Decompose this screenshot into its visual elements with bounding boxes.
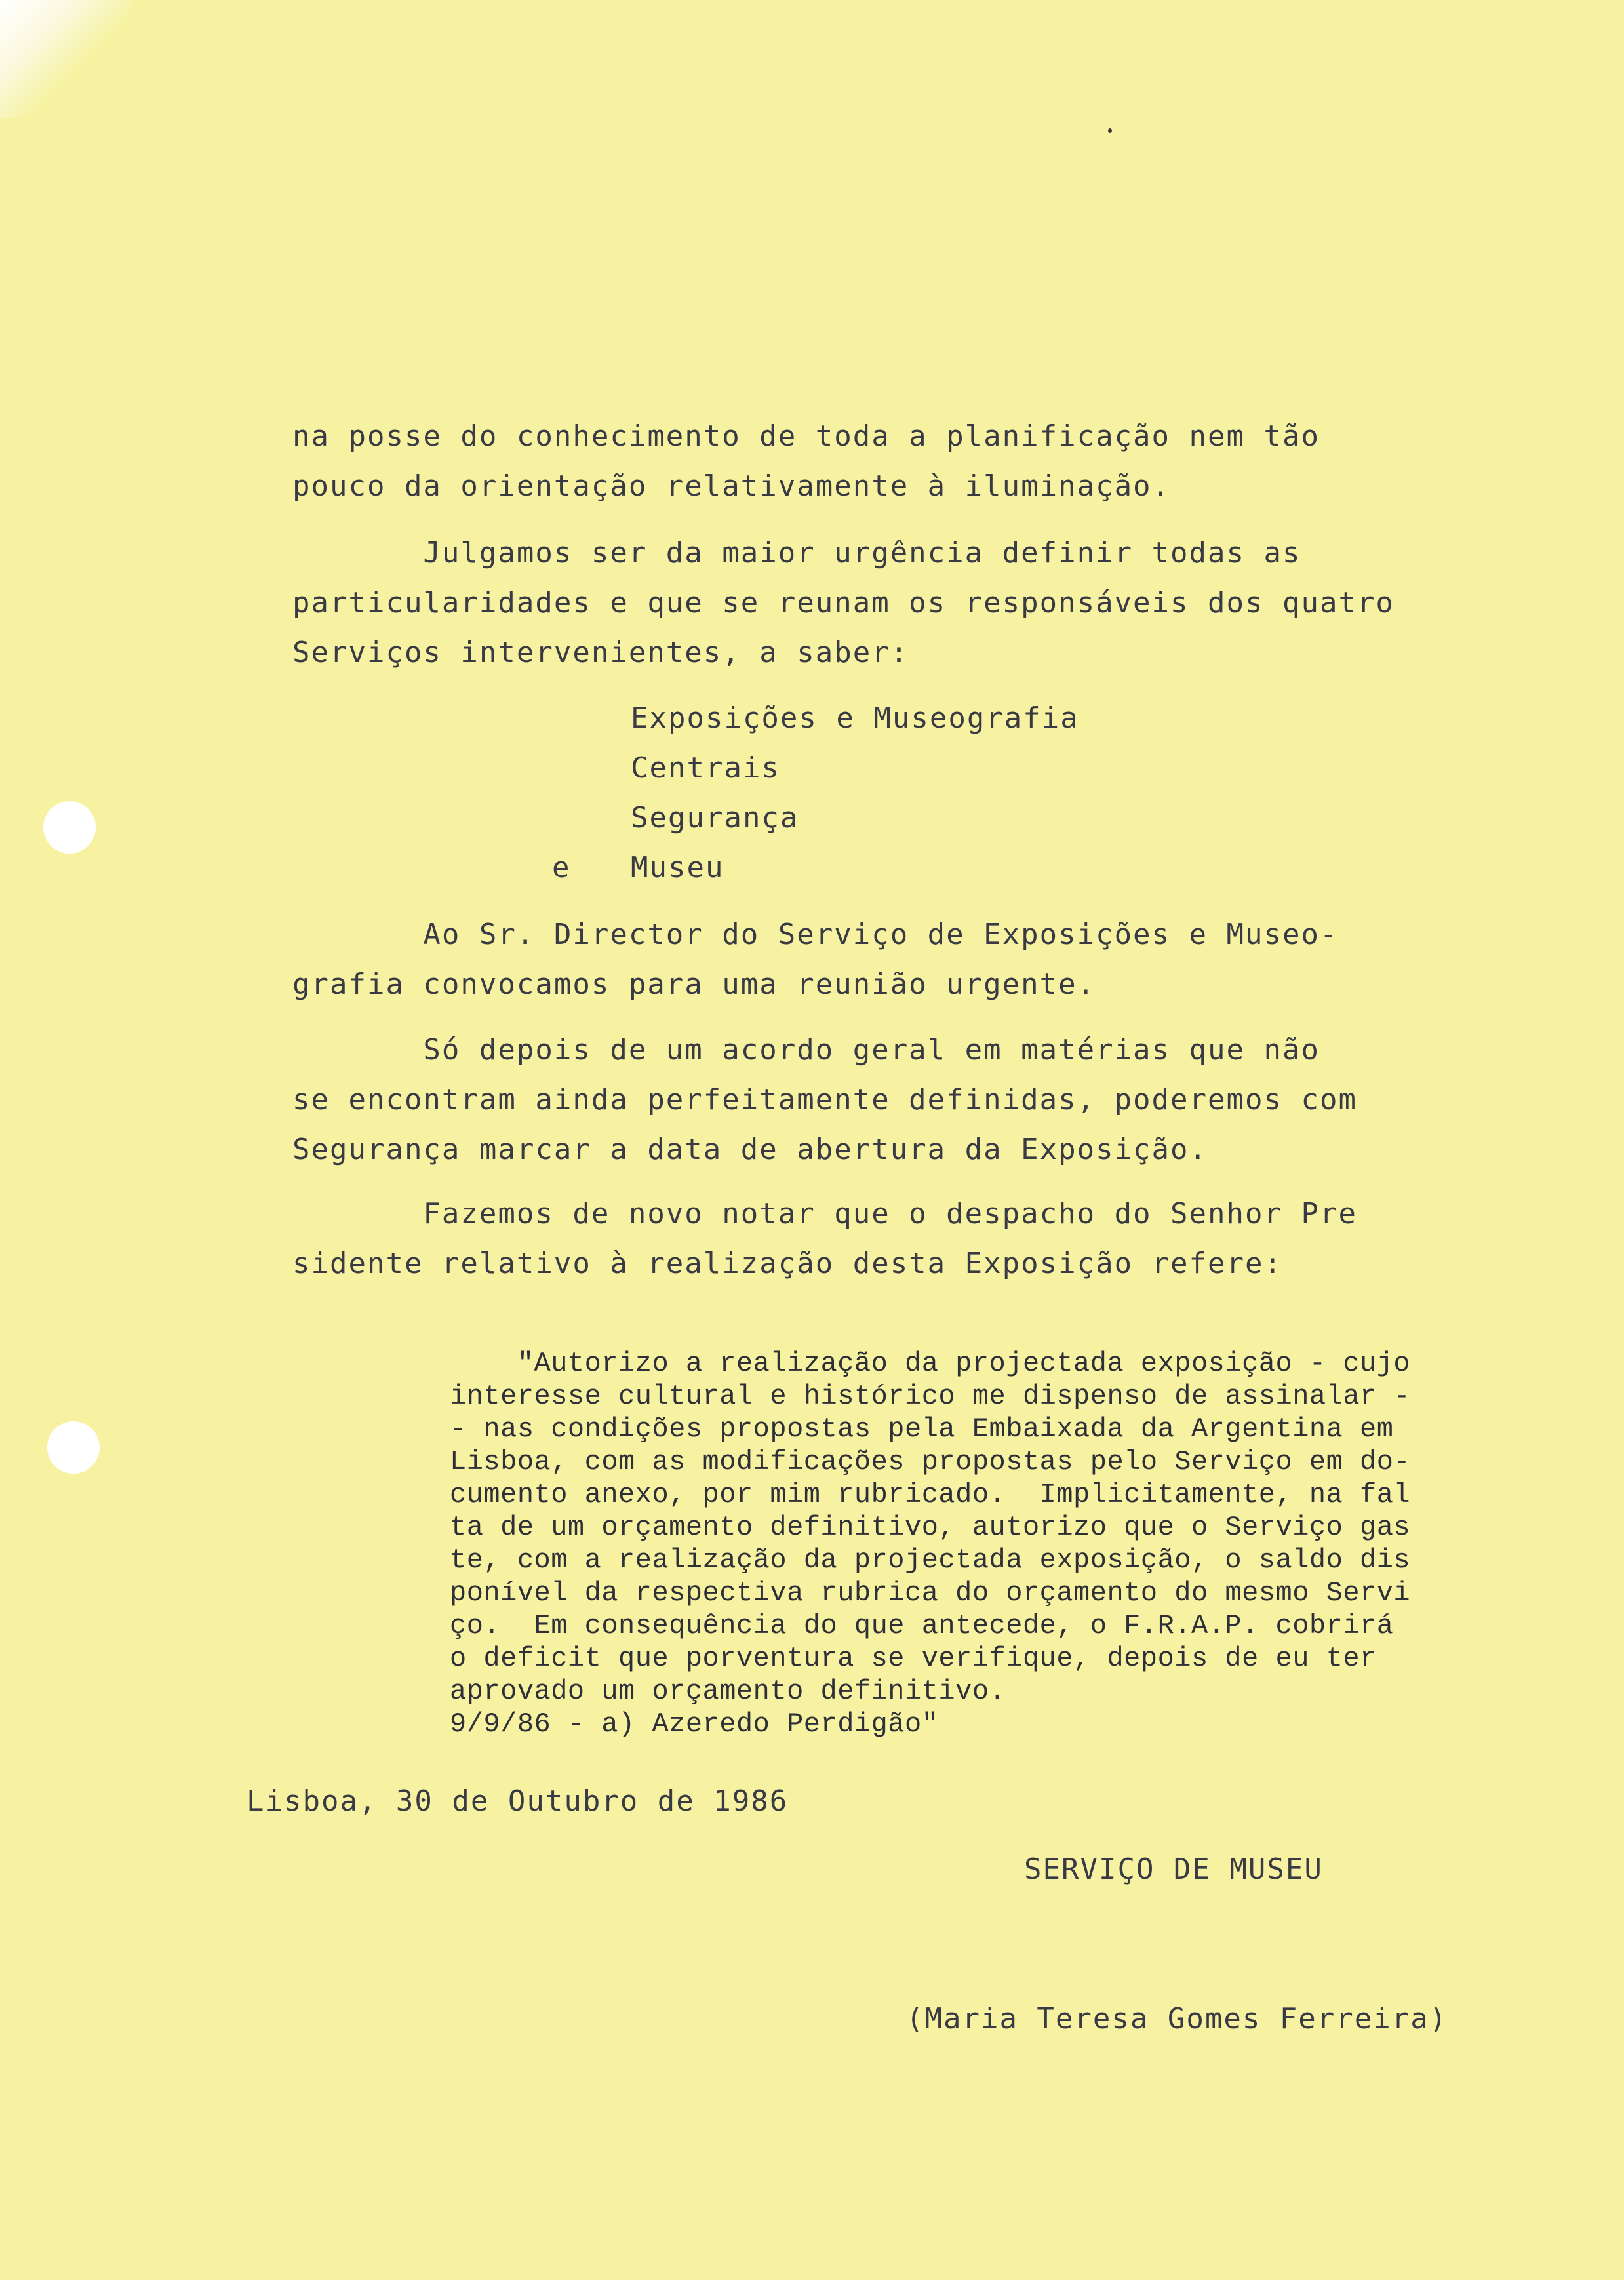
- quotation-line: cumento anexo, por mim rubricado. Implicitamente, na fal: [450, 1479, 1411, 1510]
- quotation-line: - nas condições propostas pela Embaixada da Argentina em: [450, 1413, 1394, 1445]
- paragraph-3-line-1: Ao Sr. Director do Serviço de Exposições e Museo-: [292, 918, 1339, 951]
- list-conjunction: e: [552, 851, 571, 884]
- quotation-line: 9/9/86 - a) Azeredo Perdigão": [450, 1708, 939, 1740]
- quotation-line: ta de um orçamento definitivo, autorizo que o Serviço gas: [450, 1512, 1411, 1543]
- quotation-line: ço. Em consequência do que antecede, o F.R.A.P. cobrirá: [450, 1610, 1394, 1641]
- punch-hole-bottom: [47, 1421, 100, 1474]
- paragraph-4-line-1: Só depois de um acordo geral em matérias que não: [292, 1033, 1320, 1067]
- service-item: Museu: [631, 851, 724, 884]
- date-line: Lisboa, 30 de Outubro de 1986: [247, 1784, 789, 1818]
- paragraph-1-line-2: pouco da orientação relativamente à iluminação.: [292, 469, 1171, 503]
- service-item: Centrais: [631, 751, 780, 785]
- quotation-line: interesse cultural e histórico me dispenso de assinalar -: [450, 1381, 1411, 1412]
- quotation-line: "Autorizo a realização da projectada exposição - cujo: [450, 1348, 1411, 1379]
- quotation-line: o deficit que porventura se verifique, depois de eu ter: [450, 1643, 1377, 1674]
- paragraph-1-line-1: na posse do conhecimento de toda a planificação nem tão: [292, 420, 1320, 453]
- paragraph-2-line-1: Julgamos ser da maior urgência definir todas as: [292, 536, 1301, 570]
- signatory-name: (Maria Teresa Gomes Ferreira): [906, 2002, 1448, 2035]
- quotation-line: te, com a realização da projectada exposição, o saldo dis: [450, 1544, 1411, 1576]
- paragraph-3-line-2: grafia convocamos para uma reunião urgente.: [292, 968, 1096, 1001]
- quotation-line: ponível da respectiva rubrica do orçamento do mesmo Servi: [450, 1577, 1411, 1609]
- quotation-line: Lisboa, com as modificações propostas pelo Serviço em do-: [450, 1446, 1411, 1478]
- paragraph-5-line-1: Fazemos de novo notar que o despacho do Senhor Pre: [292, 1197, 1357, 1230]
- ink-speck: [1108, 128, 1112, 133]
- department-name: SERVIÇO DE MUSEU: [1024, 1853, 1323, 1886]
- service-item: Exposições e Museografia: [631, 701, 1079, 735]
- paragraph-5-line-2: sidente relativo à realização desta Exposição refere:: [292, 1247, 1282, 1280]
- paragraph-4-line-2: se encontram ainda perfeitamente definidas, poderemos com: [292, 1083, 1357, 1116]
- punch-hole-top: [43, 801, 96, 854]
- paragraph-2-line-3: Serviços intervenientes, a saber:: [292, 636, 909, 669]
- service-item: Segurança: [631, 801, 799, 835]
- paragraph-4-line-3: Segurança marcar a data de abertura da Exposição.: [292, 1133, 1208, 1166]
- paragraph-2-line-2: particularidades e que se reunam os responsáveis dos quatro: [292, 586, 1395, 619]
- torn-corner: [0, 0, 131, 118]
- quotation-line: aprovado um orçamento definitivo.: [450, 1676, 1006, 1707]
